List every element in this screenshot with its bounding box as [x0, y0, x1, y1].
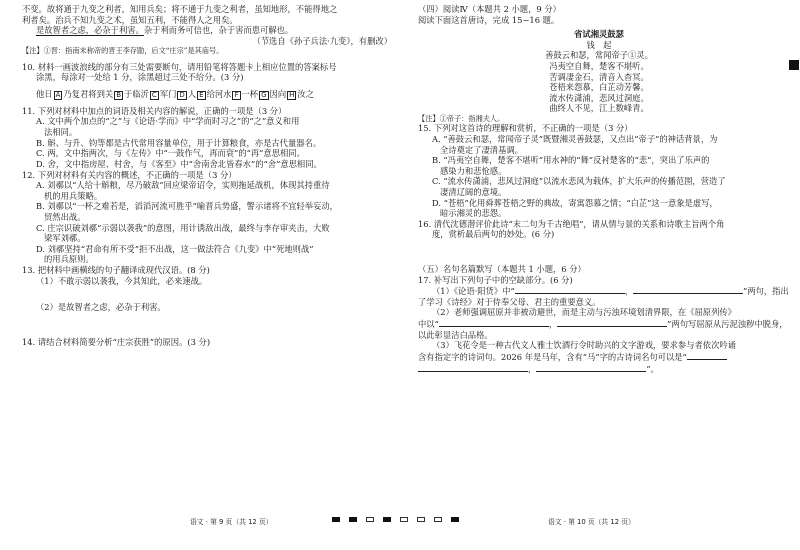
- q10-seg-text-1: 他日: [36, 88, 53, 99]
- section-5-heading: （五）名句名篇默写（本题共 1 小题，6 分）: [418, 264, 586, 275]
- mark-open-2: [400, 517, 408, 522]
- poem-line-3: 苦调凄金石，清音入杳冥。: [549, 71, 649, 82]
- q15-option-c-cont: 凄清辽阔的意境。: [440, 186, 507, 197]
- q15-option-b-cont: 感染力和悲怆感。: [440, 165, 507, 176]
- q17-blank-4[interactable]: [557, 318, 667, 327]
- poem-line-2: 冯夷空自舞，楚客不堪听。: [549, 61, 649, 72]
- q15-option-c: C. “流水传潇浦，悲风过洞庭”以流水悲风为载体，扩大乐声的传播范围，营造了: [432, 176, 726, 187]
- q14-stem: 14. 请结合材料简要分析“庄宗获胜”的原因。(3 分): [22, 336, 211, 347]
- poem-line-1: 善鼓云和瑟，常闻帝子①灵。: [545, 50, 653, 61]
- mark-filled-1: [332, 517, 340, 522]
- passage-source: （节选自《孙子兵法·九变》，有删改）: [252, 35, 392, 46]
- q12-option-a-cont: 机的用兵策略。: [44, 190, 103, 201]
- q17-blank-2[interactable]: [633, 285, 743, 294]
- q12-option-b: B. 刘鄩以“一杯之难若是，滔滔河流可胜乎”喻晋兵势盛，警示诸将不宜轻举妄动，: [36, 201, 338, 212]
- poem-line-4: 苍梧来怨慕，白芷动芳馨。: [549, 82, 649, 93]
- poem-author: 钱 起: [586, 39, 612, 50]
- passage-line-2: 利者矣。治兵不知九变之术，虽知五利，不能得人之用矣。: [22, 14, 238, 25]
- q17-blank-3[interactable]: [439, 318, 549, 327]
- q13-stem: 13. 把材料中画横线的句子翻译成现代汉语。(8 分): [22, 265, 210, 276]
- q17-blank-5[interactable]: [687, 351, 727, 360]
- q17-item-3: （3）飞花令是一种古代文人雅士饮酒行令时助兴的文字游戏，要求参与者依次吟诵: [432, 340, 736, 351]
- mark-open-1: [366, 517, 374, 522]
- passage-tail: 杂于利而务可信也，杂于害而患可解也。: [143, 25, 294, 36]
- q12-stem: 12. 下列对材料有关内容的概述，不正确的一项是（3 分）: [22, 169, 237, 180]
- side-registration-mark: [789, 60, 799, 70]
- q15-option-a: A. “善鼓云和瑟，常闻帝子灵”既暨湘灵善鼓瑟，又点出“帝子”的神话背景，为: [432, 133, 718, 144]
- q10-box-g: G: [261, 90, 267, 99]
- right-page-column: [418, 4, 789, 374]
- q12-option-c-cont: 梁军刘鄩。: [44, 233, 86, 244]
- right-page-footer: 语文 · 第 10 页（共 12 页）: [548, 518, 635, 526]
- q16-stem-line-2: 度，赏析最后两句的妙处。(6 分): [432, 229, 555, 240]
- poem-note: 【注】①帝子：指湘夫人。: [418, 114, 505, 124]
- q10-box-d: D: [179, 90, 185, 99]
- poem-line-6: 曲终人不见，江上数峰青。: [549, 103, 649, 114]
- poem-instruction: 阅读下面这首唐诗，完成 15~16 题。: [418, 14, 560, 25]
- q15-stem: 15. 下列对这首诗的理解和赏析，不正确的一项是（3 分）: [418, 123, 633, 134]
- q17-item-3-end: ， ”。: [418, 363, 780, 375]
- q11-option-c: C. 两，文中指两次，与《左传》中“一鼓作气，再而衰”的“再”意思相同。: [36, 148, 305, 159]
- q11-option-a-cont: 法相同。: [44, 127, 78, 138]
- q10-segmentation-line: 他日 A 乃复君将到关 B 于临沂 C 军门 D 人 E 给河水 F 一杯 G 因向 H 汝之: [36, 88, 315, 99]
- q12-option-a: A. 刘鄩以“人给十斛粮，尽乃破敌”回应梁帝诏令，实则拖延战机，体现其持重待: [36, 180, 330, 191]
- mark-filled-4: [451, 517, 459, 522]
- poem-line-5: 流水传潇浦，悲风过洞庭。: [549, 92, 649, 103]
- q12-option-d-cont: 的用兵原则。: [44, 254, 94, 265]
- mark-filled-3: [383, 517, 391, 522]
- q12-option-d: D. 刘鄩坚持“君命有所不受”拒不出战，这一做法符合《九变》中“死地则战”: [36, 243, 314, 254]
- mark-open-3: [417, 517, 425, 522]
- q17-item-3-cont: 含有指定字的诗词句。2026 年是马年，含有“马”字的古诗词名句可以是“: [418, 351, 780, 363]
- q10-stem-line-1: 10. 材料一画波浪线的部分有三处需要断句，请用铅笔将答题卡上相应位置的答案标号: [22, 61, 337, 72]
- poem-title: 省试湘灵鼓瑟: [574, 29, 624, 40]
- passage-underlined-sentence: 是故智者之虑，必杂于利害。: [36, 25, 144, 36]
- q17-item-2-end: 以此彰显洁白品格。: [418, 329, 493, 340]
- q11-stem: 11. 下列对材料中加点的词语及相关内容的解说，正确的一项是（3 分）: [22, 105, 287, 116]
- q11-option-a: A. 文中两个加点的“之”与《论语·学而》中“学而时习之”的“之”意义和用: [36, 116, 300, 127]
- q10-box-h: H: [289, 90, 295, 99]
- q17-blank-1[interactable]: [515, 285, 625, 294]
- q15-option-d-cont: 暗示湘灵的悲怨。: [440, 208, 507, 219]
- q17-item-1: （1）《论语·阳货》中“ ， ”两句，指出: [432, 286, 789, 297]
- alignment-marks: [332, 514, 459, 524]
- passage-line-1: 不变。故将通于九变之利者，知用兵矣；将不通于九变之利者，虽知地形，不能得地之: [22, 4, 338, 14]
- q17-blank-6[interactable]: [418, 363, 528, 372]
- q17-item-2-cont: 中以“ ， ”两句写屈原从污泥浊秽中脱身，: [418, 319, 788, 330]
- q10-box-f: F: [234, 90, 239, 99]
- passage-note: 【注】①晋：指南末称帝的晋王李存勖，后文“庄宗”是其庙号。: [22, 46, 224, 56]
- mark-filled-2: [349, 517, 357, 522]
- q17-item-2: （2）老师强调屈原并非被动避世，而是主动与污浊环境划清界限，在《屈原列传》: [432, 307, 736, 318]
- q10-box-e: E: [199, 90, 204, 99]
- q15-option-b: B. “冯夷空自舞，楚客不堪听”用水神的“舞”反衬楚客的“悲”，突出了乐声的: [432, 155, 710, 166]
- q12-option-c: C. 庄宗识破刘鄩“示弱以袭我”的意图，用计诱敌出战，最终与李存审夹击，大败: [36, 222, 330, 233]
- section-4-heading: （四）阅读Ⅳ（本题共 2 小题，9 分）: [418, 4, 561, 14]
- q12-option-b-cont: 贸然出战。: [44, 211, 86, 222]
- q17-item-1-cont: 了学习《诗经》对于侍奉父母、君主的重要意义。: [418, 296, 601, 307]
- left-page-column: [22, 4, 392, 347]
- q10-box-c: C: [151, 90, 157, 99]
- q13-sentence-1: （1）不敢示弱以袭我，今其知此，必来速战。: [36, 275, 208, 286]
- q10-stem-line-2: 涂黑，每涂对一处给 1 分，涂黑超过三处不给分。(3 分): [36, 72, 244, 83]
- q17-blank-7[interactable]: [536, 363, 646, 372]
- q11-option-d: D. 舍，文中指房屋、村舍，与《客至》中“舍南舍北皆春水”的“舍”意思相同。: [36, 158, 322, 169]
- q13-sentence-2: （2）是故智者之虑，必杂于利害。: [36, 302, 166, 313]
- q10-box-a: A: [55, 90, 61, 99]
- mark-open-4: [434, 517, 442, 522]
- q15-option-a-cont: 全诗奠定了凄清基调。: [440, 144, 523, 155]
- q11-option-b: B. 斛、与升、钧等都是古代常用容量单位，用于计算粮食，亦是古代量器名。: [36, 137, 322, 148]
- left-page-footer: 语文 · 第 9 页（共 12 页）: [190, 518, 273, 526]
- q10-box-b: B: [116, 90, 122, 99]
- q17-stem: 17. 补写出下列句子中的空缺部分。(6 分): [418, 274, 573, 285]
- q16-stem-line-1: 16. 清代沈德潜评价此诗“末二句为千古绝唱”，请从情与景的关系和诗歌主旨两个角: [418, 218, 725, 229]
- q15-option-d: D. “苍梧”化用舜葬苍梧之野的典故，寄寓怨慕之情；“白芷”这一意象是虚写，: [432, 197, 718, 208]
